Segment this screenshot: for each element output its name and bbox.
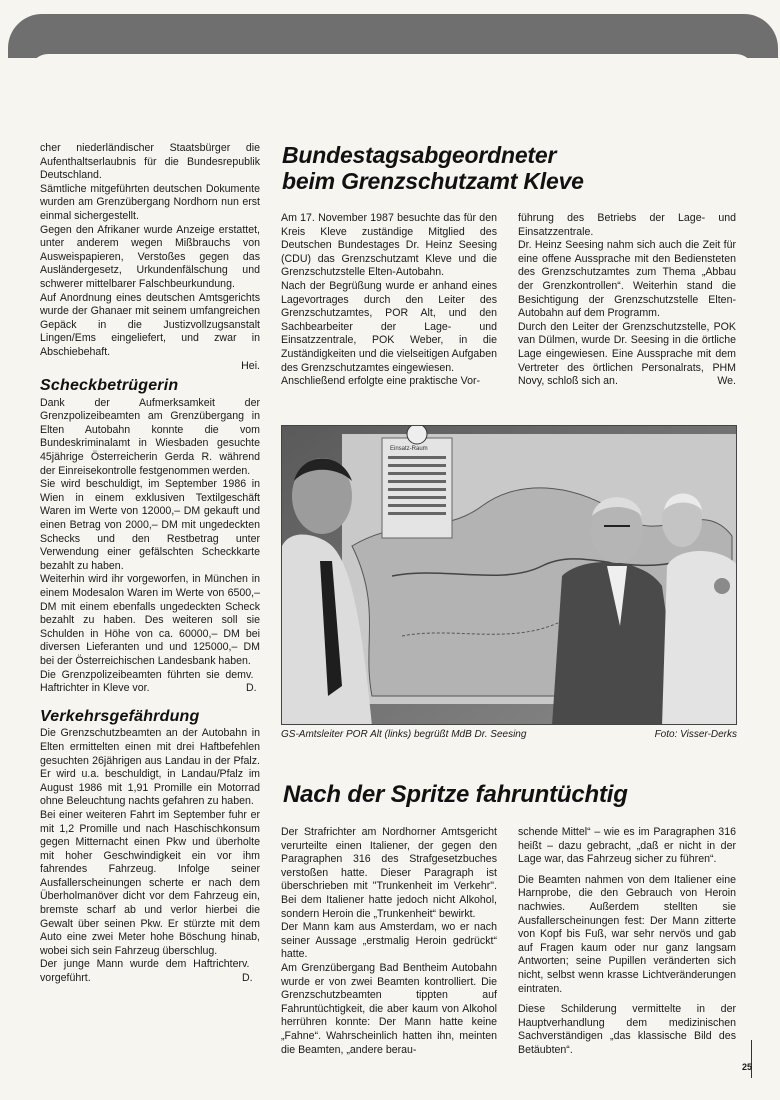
- photo-caption: [281, 729, 737, 740]
- signature: We.: [717, 375, 736, 388]
- paragraph: Auf Anordnung eines deutschen Amtsgerichts wurde der Ghanaer mit seinem umfangreichen Gepäck in die Justizvollzugsanstalt Lingen/Ems eingeliefert, und zwar in Abschiebehaft.: [40, 291, 260, 358]
- paragraph: Nach der Begrüßung wurde er anhand eines Lagevortrages durch den Leiter des Grenzschutzamtes, POR Alt, und den Sachbearbeiter der Lage- und Einsatzzentrale, POK Weber, in die Zuständigkeiten und die vielseitigen Aufgaben des Grenzschutzamtes eingewiesen.: [281, 279, 497, 374]
- signature: v. D.: [245, 668, 257, 695]
- article1-column-1: [281, 212, 497, 389]
- paragraph: Sämtliche mitgeführten deutschen Dokumente wurden am Grenzübergang Nordhorn nun erst einmal sichergestellt.: [40, 182, 260, 222]
- article-headline: [282, 142, 742, 194]
- paragraph: Die Grenzpolizeibeamten führten sie dem Haftrichter in Kleve vor.: [40, 668, 246, 695]
- paragraph: Weiterhin wird ihr vorgeworfen, in München in einem Modesalon Waren im Werte von 6500,– DM mit einem ebenfalls ungedeckten Scheck bezahlt zu haben. Des weiteren soll sie Schulden in Höhe von ca. 60000,– DM bei diversen Lieferanten und und 125000,– DM bei der Österreichischen Landesbank haben.: [40, 573, 260, 667]
- emblem-icon: [407, 426, 427, 444]
- article-photo: [281, 425, 737, 725]
- paragraph: Durch den Leiter der Grenzschutzstelle, POK van Dülmen, wurde Dr. Seesing in die örtliche Lage eingewiesen. Eine Aussprache mit dem Vertreter des örtlichen Personalrats, PHM Novy, schloß sich an.: [518, 320, 736, 388]
- paragraph: führung des Betriebs der Lage- und Einsatzzentrale.: [518, 212, 736, 238]
- page-number: 25: [742, 1062, 753, 1072]
- page-header-band-cutout: [30, 54, 754, 72]
- uniform-patch-icon: [714, 578, 730, 594]
- article2-column-2: [518, 826, 736, 1058]
- paragraph: cher niederländischer Staatsbürger die Aufenthaltserlaubnis für die Bundesrepublik Deutschland.: [40, 142, 260, 182]
- article-headline: Nach der Spritze fahruntüchtig: [283, 781, 628, 808]
- paragraph: Der Mann kam aus Amsterdam, wo er nach seiner Aussage „erstmalig Heroin gedrückt“ hatte.: [281, 921, 497, 961]
- paragraph: Am 17. November 1987 besuchte das für den Kreis Kleve zuständige Mitglied des Deutschen Bundestages Dr. Heinz Seesing (CDU) das Grenzschutzamt Kleve und die Grenzschutzstelle Elten-Autobahn.: [281, 212, 497, 279]
- paragraph-with-signature: [518, 321, 736, 389]
- paragraph: Diese Schilderung vermittelte in der Hauptverhandlung dem medizinischen Sachverständigen „das klassische Bild des Betäubten“.: [518, 1003, 736, 1056]
- paragraph: Bei einer weiteren Fahrt im September fuhr er mit 1,2 Promille und nach Haschischkonsum gegen Mitternacht einen Pkw und überholte mit hoher Geschwindigkeit ein vor ihm fahrendes Fahrzeug. Infolge seiner Ausfallerscheinungen scherte er nach dem Überholmanöver dicht vor dem Fahrzeug ein, bremste scharf ab und verlor hierbei die Gewalt über seinen Pkw. Er stürzte mit dem Auto eine zwei Meter hohe Böschung hinab, wobei sich sein Fahrzeug überschlug.: [40, 808, 260, 957]
- paragraph-with-signature: [40, 669, 260, 696]
- photo-credit: Foto: Visser-Derks: [654, 729, 737, 740]
- paragraph: Die Beamten nahmen von dem Italiener eine Harnprobe, die den Gebrauch von Heroin nachwies. Außerdem stellten sie Ausfallerscheinungen fest: Der Mann zitterte von Kopf bis Fuß, war sehr nervös und gab auf Fragen kaum oder nur ganz langsam Antworten; seine Pupillen veränderten sich nicht, selbst wenn krasse Lichtveränderungen eintraten.: [518, 873, 736, 995]
- paragraph: Dank der Aufmerksamkeit der Grenzpolizeibeamten am Grenzübergang in Elten Autobahn konnte die vom Bundeskriminalamt in Wiesbaden gesuchte 45jährige Österreicherin Gerda R. während der Einreisekontrolle festgenommen werden.: [40, 396, 260, 477]
- paragraph: Sie wird beschuldigt, im September 1986 in Wien in einem exklusiven Textilgeschäft Waren im Werte von 12000,– DM gekauft und einen Betrag von 2000,– DM mit ungedeckten Schecks und den Restbetrag unter Verwendung einer gefälschten Scheckkarte bezahlt zu haben.: [40, 478, 260, 572]
- map-legend-title: Einsatz-Raum: [390, 446, 428, 452]
- section-heading: Scheckbetrügerin: [40, 377, 179, 395]
- paragraph: Am Grenzübergang Bad Bentheim Autobahn wurde er von zwei Beamten kontrolliert. Die Grenzschutzbeamten tippten auf Fahruntüchtigkeit, die aber kaum von Alkohol herrühren konnte: Der Mann hatte keine „Fahne“. Wahrscheinlich hatten ihn, meinten die Beamten, „andere berau-: [281, 961, 497, 1056]
- caption-text: GS-Amtsleiter POR Alt (links) begrüßt MdB Dr. Seesing: [281, 729, 527, 740]
- paragraph: Der Strafrichter am Nordhorner Amtsgericht verurteilte einen Italiener, der gegen den Paragraphen 316 des Strafgesetzbuches verstoßen hatte. Dieser Paragraph ist überschrieben mit "Trunkenheit im Verkehr". Bei dem Italiener hatte jedoch nicht Alkohol, sondern Heroin die „Trunkenheit“ bewirkt.: [281, 826, 497, 920]
- headline-line: Bundestagsabgeordneter: [282, 142, 557, 168]
- section-heading: Verkehrsgefährdung: [40, 707, 200, 725]
- paragraph: Die Grenzschutzbeamten an der Autobahn in Elten ermittelten einen mit drei Haftbefehlen gesuchten 26jährigen aus Landau in der Pfalz. Er wird u.a. beschuldigt, in Landau/Pfalz im August 1986 mit 1,91 Promille ein Motorrad ohne Beleuchtung nachts gefahren zu haben.: [40, 727, 260, 808]
- paragraph: Gegen den Afrikaner wurde Anzeige erstattet, unter anderem wegen Mißbrauchs von Ausweispapieren, Verstoßes gegen das Ausländergesetz, Urkundenfälschung und schwerer mittelbarer Falschbeurkundung.: [40, 223, 260, 290]
- paragraph-with-signature: [40, 292, 260, 360]
- photo-illustration: [282, 426, 737, 725]
- left-column: [40, 142, 260, 986]
- signature: Hei.: [241, 359, 260, 372]
- person-right-uniform: [662, 551, 737, 725]
- paragraph: Dr. Heinz Seesing nahm sich auch die Zeit für eine offene Aussprache mit den Bediensteten des Grenzschutzamtes zum Thema „Abbau der Grenzkontrollen“. Weiterhin stand die Besichtigung der Grenzschutzstelle Elten-Autobahn auf dem Programm.: [518, 239, 736, 320]
- headline-line: beim Grenzschutzamt Kleve: [282, 168, 584, 194]
- article1-column-2: [518, 212, 736, 389]
- paragraph-with-signature: [40, 958, 260, 985]
- paragraph: schende Mittel“ – wie es im Paragraphen 316 heißt – dazu gebracht, „daß er nicht in der Lage war, das Fahrzeug sicher zu führen“.: [518, 826, 736, 866]
- page-number-rule: [751, 1040, 752, 1078]
- paragraph: Anschließend erfolgte eine praktische Vor-: [281, 375, 481, 388]
- article2-column-1: [281, 826, 497, 1057]
- page-header-band: [8, 14, 778, 58]
- paragraph: Der junge Mann wurde dem Haftrichter vorgeführt.: [40, 958, 243, 985]
- signature: v. D.: [242, 958, 253, 985]
